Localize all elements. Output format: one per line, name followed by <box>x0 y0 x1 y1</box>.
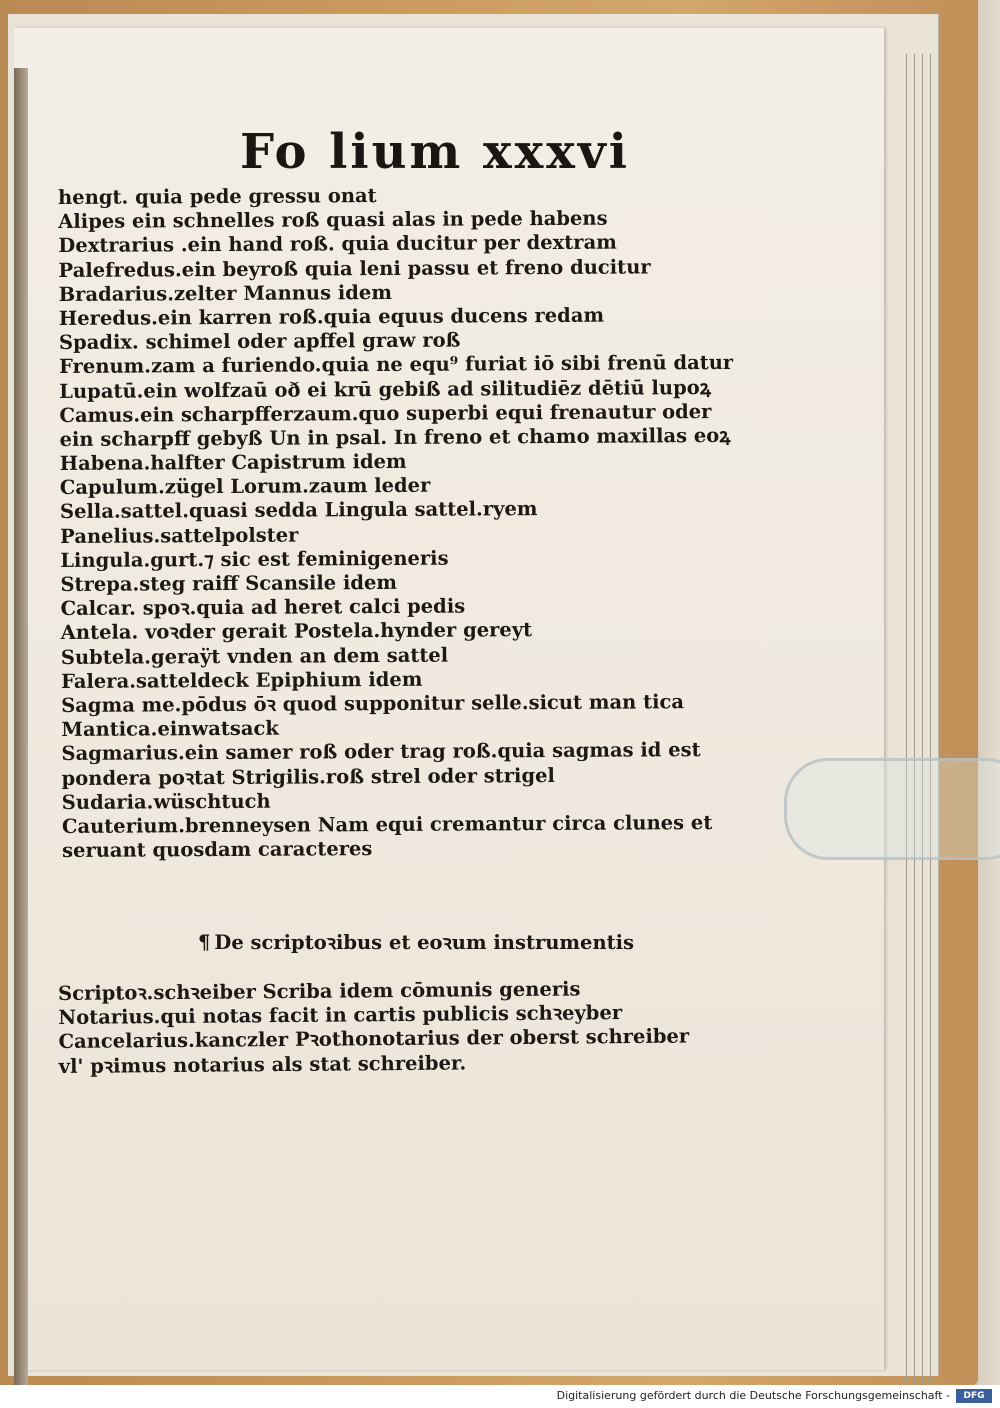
page-edge-line <box>930 54 931 1384</box>
funding-credit: Digitalisierung gefördert durch die Deutsche Forschungsgemeinschaft - <box>556 1389 950 1402</box>
text-line: Sagma me.pōdus ōꝛ quod supponitur selle.sicut man tica <box>61 690 685 717</box>
viewer-background-strip <box>978 0 1000 1385</box>
second-text-block <box>58 976 749 1079</box>
text-line: Camus.ein scharpfferzaum.quo superbi equi frenautur oder <box>59 399 712 427</box>
text-line: Alipes ein schnelles roß quasi alas in pede habens <box>58 206 608 234</box>
main-text-block <box>58 182 752 863</box>
text-line: Cauterium.brenneysen Nam equi cremantur circa clunes et <box>61 810 713 838</box>
text-line: Scriptoꝛ.schꝛeiber Scriba idem cōmunis generis <box>58 977 581 1005</box>
plastic-page-clip <box>784 758 1000 860</box>
text-line: Heredus.ein karren roß.quia equus ducens redam <box>58 303 605 330</box>
page-gutter-shadow <box>14 68 28 1385</box>
text-line: Antela. voꝛder gerait Postela.hynder gereyt <box>60 618 533 645</box>
page-edge-line <box>906 54 907 1384</box>
text-line: Subtela.geraÿt vnden an dem sattel <box>60 643 449 669</box>
text-line: pondera poꝛtat Strigilis.roß strel oder strigel <box>61 763 555 790</box>
text-line: Sagmarius.ein samer roß oder trag roß.quia sagmas id est <box>61 738 701 766</box>
section-heading <box>198 928 634 955</box>
text-line: Sella.sattel.quasi sedda Lingula sattel.ryem <box>59 497 538 524</box>
text-line: Sudaria.wüschtuch <box>61 789 271 814</box>
footer-bar <box>0 1385 1000 1408</box>
text-line: Panelius.sattelpolster <box>60 523 299 548</box>
text-line: seruant quosdam caracteres <box>61 837 373 863</box>
text-line: ein scharpff gebyß Un in psal. In freno et chamo maxillas eoꝝ <box>59 423 731 451</box>
text-line: Lupatū.ein wolfzaū oð ei krū gebiß ad silitudiēz dētiū lupoꝝ <box>59 375 712 403</box>
pilcrow-mark: ¶ <box>198 931 211 954</box>
page-edge-line <box>922 54 923 1384</box>
text-line: Dextrarius .ein hand roß. quia ducitur per dextram <box>58 230 617 258</box>
text-line: Palefredus.ein beyroß quia leni passu et freno ducitur <box>58 254 651 282</box>
folio-heading: Fo lium xxxvi <box>240 124 631 180</box>
text-line: Spadix. schimel oder apffel graw roß <box>58 328 461 355</box>
text-line: Capulum.zügel Lorum.zaum leder <box>59 473 431 500</box>
text-line: Calcar. spoꝛ.quia ad heret calci pedis <box>60 594 466 621</box>
text-line: Strepa.steg raiff Scansile idem <box>60 570 398 596</box>
text-line: vl' pꝛimus notarius als stat schreiber. <box>58 1051 467 1078</box>
text-line: Falera.satteldeck Epiphium idem <box>60 667 423 693</box>
text-line: hengt. quia pede gressu onat <box>58 184 377 209</box>
text-line: Bradarius.zelter Mannus idem <box>58 280 392 306</box>
text-line: Frenum.zam a furiendo.quia ne equ⁹ furiat iō sibi frenū datur <box>59 351 734 379</box>
text-line: Cancelarius.kanczler Pꝛothonotarius der oberst schreiber <box>58 1024 690 1054</box>
page-edge-line <box>914 54 915 1384</box>
section-heading-text: De scriptoꝛibus et eoꝛum instrumentis <box>214 931 635 954</box>
text-line: Mantica.einwatsack <box>61 716 279 742</box>
dfg-logo: DFG <box>956 1389 992 1403</box>
text-line: Lingula.gurt.⁊ sic est feminigeneris <box>60 546 449 572</box>
text-line: Notarius.qui notas facit in cartis publicis schꝛeyber <box>58 1001 623 1030</box>
text-line: Habena.halfter Capistrum idem <box>59 449 407 476</box>
